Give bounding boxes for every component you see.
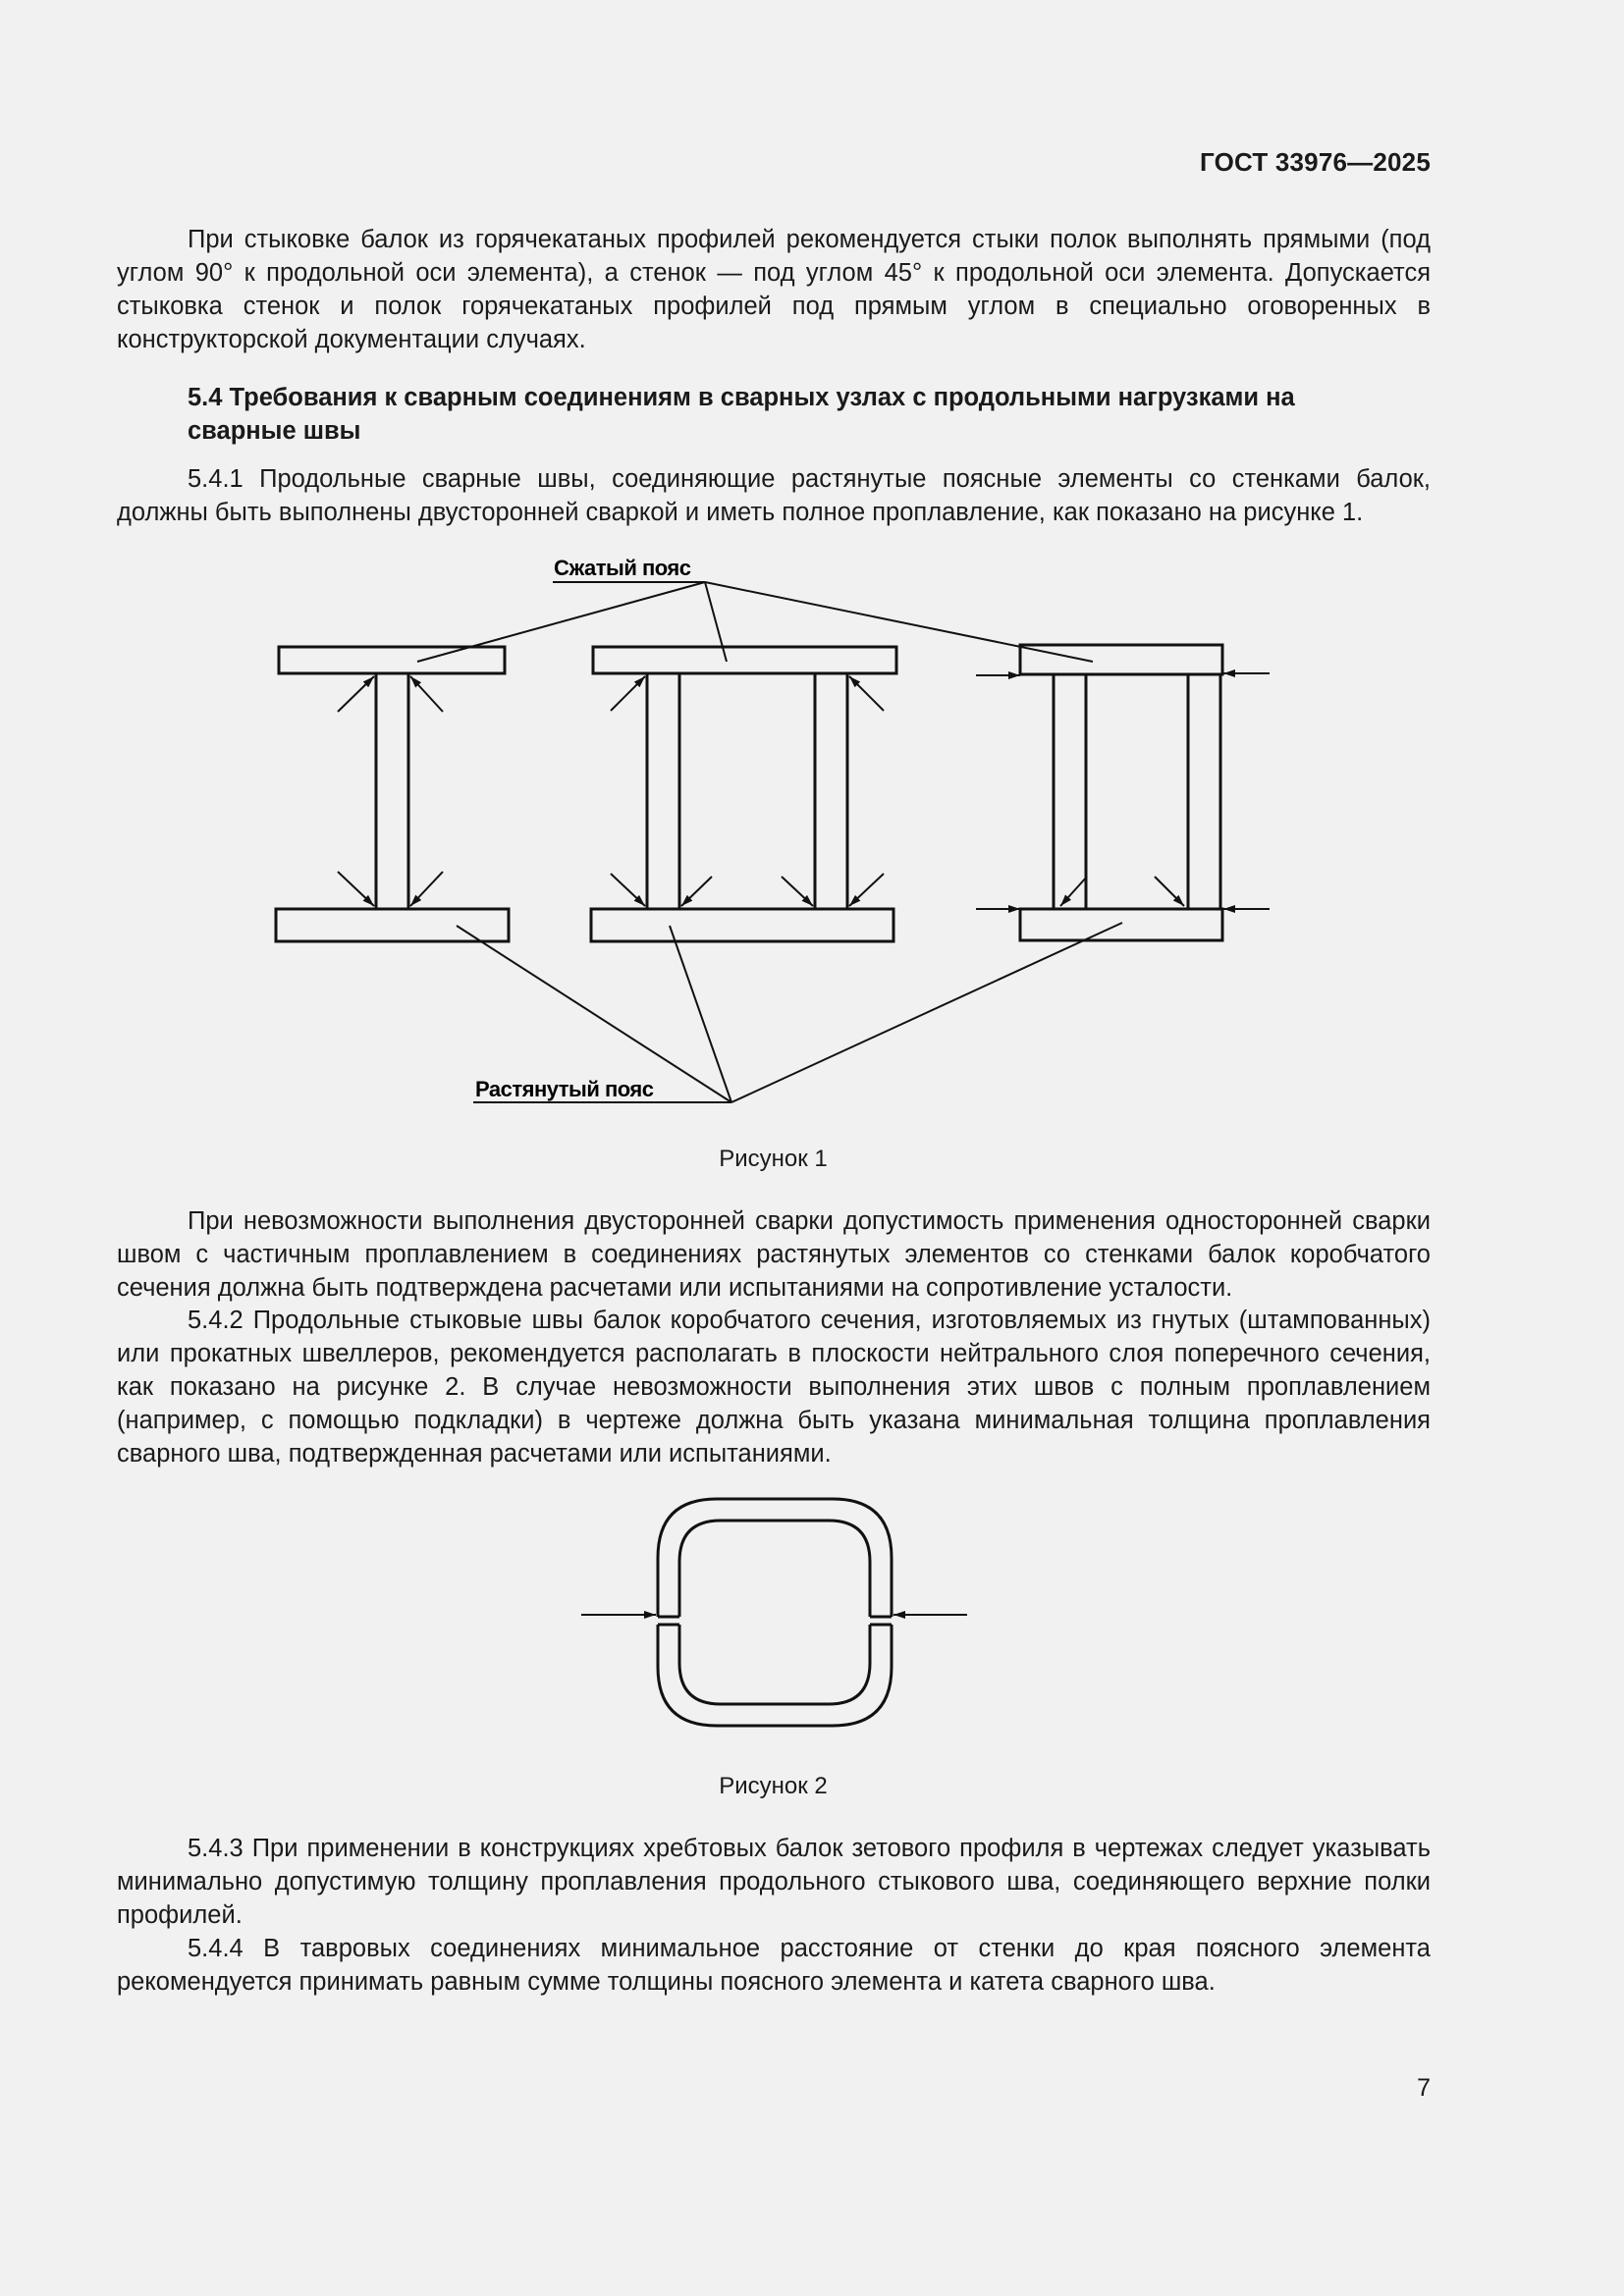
paragraph-5-4-4: 5.4.4 В тавровых соединениях минимальное расстояние от стенки до края поясного элемента рекомендуется принимать равным сумме толщины поясного элемента и катета сварного шва. [117,1935,1431,1996]
channel-box-section [658,1499,892,1726]
weld-arrows [338,673,1270,909]
i-beam-section [276,647,509,941]
figure-2-drawing [0,1487,1624,1752]
figure-2-caption: Рисунок 2 [719,1773,828,1799]
label-compressed-chord: Сжатый пояс [554,556,691,580]
document-code: ГОСТ 33976—2025 [1200,147,1431,177]
paragraph-joints: При стыковке балок из горячекатаных профилей рекомендуется стыки полок выполнять прямыми (под углом 90° к продольной оси элемента), а стенок — под углом 45° к продольной оси элемента. Допускается стыковка стенок и полок горячекатаных профилей под прямым углом в специально оговоренных в конструкторской документации случаях. [117,226,1431,353]
page-number: 7 [1417,2074,1431,2102]
paragraph-one-sided-weld: При невозможности выполнения двусторонней сварки допустимость применения односторонней сварки швом с частичным проплавлением в соединениях растянутых элементов со стенками балок коробчатого сечения должна быть подтверждена расчетами или испытаниями на сопротивление усталости. [117,1207,1431,1302]
closed-box-section [1020,645,1222,940]
leader-lines [417,582,1122,1102]
section-heading-5-4: 5.4 Требования к сварным соединениям в сварных узлах с продольными нагрузками на сварные швы [188,384,1295,445]
figure-1-caption: Рисунок 1 [719,1146,828,1172]
paragraph-5-4-3: 5.4.3 При применении в конструкциях хребтовых балок зетового профиля в чертежах следует указывать минимально допустимую толщину проплавления продольного стыкового шва, соединяющего верхние полки профилей. [117,1835,1431,1929]
figure-1-drawing [0,540,1624,1129]
label-tensile-chord: Растянутый пояс [475,1077,654,1101]
paragraph-5-4-2: 5.4.2 Продольные стыковые швы балок коробчатого сечения, изготовляемых из гнутых (штампованных) или прокатных швеллеров, рекомендуется располагать в плоскости нейтрального слоя поперечного сечения, как показано на рисунке 2. В случае невозможности выполнения этих швов с полным проплавлением (например, с помощью подкладки) в чертеже должна быть указана минимальная толщина проплавления сварного шва, подтвержденная расчетами или испытаниями. [117,1307,1431,1468]
paragraph-5-4-1: 5.4.1 Продольные сварные швы, соединяющие растянутые поясные элементы со стенками балок, должны быть выполнены двусторонней сваркой и иметь полное проплавление, как показано на рисунке 1. [117,465,1431,526]
